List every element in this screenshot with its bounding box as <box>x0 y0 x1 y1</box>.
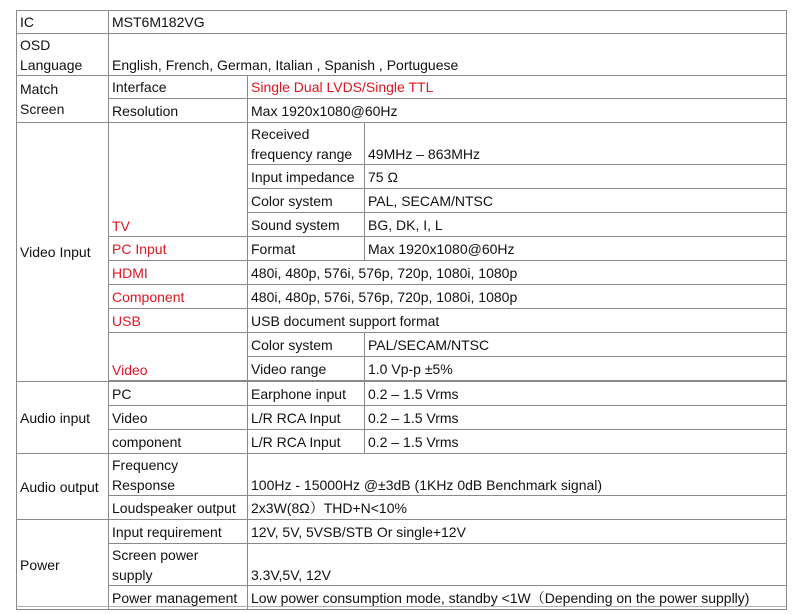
audio-in-video-row <box>17 406 787 430</box>
power-screen-row <box>17 544 787 586</box>
match-resolution-row <box>17 99 787 123</box>
osd-value: English, French, German, Italian , Spanish , Portuguese <box>109 34 787 76</box>
usb-label: USB <box>109 309 248 333</box>
component-value: 480i, 480p, 576i, 576p, 720p, 1080i, 1080p <box>248 285 787 309</box>
audio-in-value-video: 0.2 – 1.5 Vrms <box>365 406 787 430</box>
hdmi-value: 480i, 480p, 576i, 576p, 720p, 1080i, 1080p <box>248 261 787 285</box>
loudspeaker-value: 2x3W(8Ω）THD+N<10% <box>248 496 787 520</box>
audio-in-value-component: 0.2 – 1.5 Vrms <box>365 430 787 454</box>
received-freq-label <box>248 123 365 165</box>
format-value: Max 1920x1080@60Hz <box>365 237 787 261</box>
frequency-line2: Response <box>112 477 176 493</box>
audio-in-type-video: L/R RCA Input <box>248 406 365 430</box>
resolution-label: Resolution <box>109 99 248 123</box>
impedance-label: Input impedance <box>248 165 365 189</box>
video-color-label: Color system <box>248 333 365 357</box>
tv-received-row <box>17 123 787 165</box>
frequency-line1: Frequency <box>112 457 179 473</box>
tv-color-value: PAL, SECAM/NTSC <box>365 189 787 213</box>
osd-label-line1: OSD <box>20 37 51 53</box>
audio-in-component-row <box>17 430 787 454</box>
input-req-label: Input requirement <box>109 520 248 544</box>
ic-value: MST6M182VG <box>109 11 787 34</box>
match-label-line1: Match <box>20 81 59 97</box>
loudspeaker-label: Loudspeaker output <box>109 496 248 520</box>
power-input-row <box>17 520 787 544</box>
component-row <box>17 285 787 309</box>
resolution-value: Max 1920x1080@60Hz <box>248 99 787 123</box>
pc-input-row <box>17 237 787 261</box>
frequency-label <box>109 454 248 496</box>
power-label: Power <box>17 520 109 610</box>
audio-in-type-component: L/R RCA Input <box>248 430 365 454</box>
osd-label-line2: Language <box>20 57 83 73</box>
spec-table <box>16 10 787 610</box>
hdmi-label: HDMI <box>109 261 248 285</box>
usb-value: USB document support format <box>248 309 787 333</box>
audio-in-value-pc: 0.2 – 1.5 Vrms <box>365 382 787 406</box>
received-freq-line1: Received <box>251 126 310 142</box>
impedance-value: 75 Ω <box>365 165 787 189</box>
video-input-label: Video Input <box>17 123 109 382</box>
video-color-row <box>17 333 787 357</box>
match-interface-row <box>17 76 787 99</box>
match-screen-label <box>17 76 109 123</box>
input-req-value: 12V, 5V, 5VSB/STB Or single+12V <box>248 520 787 544</box>
audio-out-frequency-row <box>17 454 787 496</box>
audio-in-source-video: Video <box>109 406 248 430</box>
audio-input-label: Audio input <box>17 382 109 454</box>
interface-value: Single Dual LVDS/Single TTL <box>248 76 787 99</box>
video-range-label: Video range <box>248 357 365 381</box>
ic-label: IC <box>17 11 109 34</box>
interface-label: Interface <box>109 76 248 99</box>
sound-value: BG, DK, I, L <box>365 213 787 237</box>
format-label: Format <box>248 237 365 261</box>
screen-power-value: 3.3V,5V, 12V <box>248 544 787 586</box>
pc-input-label: PC Input <box>109 237 248 261</box>
audio-in-source-component: component <box>109 430 248 454</box>
received-freq-value: 49MHz – 863MHz <box>365 123 787 165</box>
video-label: Video <box>109 333 248 381</box>
osd-label <box>17 34 109 76</box>
screen-power-label <box>109 544 248 586</box>
tv-color-label: Color system <box>248 189 365 213</box>
audio-in-source-pc: PC <box>109 382 248 406</box>
audio-in-type-pc: Earphone input <box>248 382 365 406</box>
sound-label: Sound system <box>248 213 365 237</box>
video-range-value: 1.0 Vp-p ±5% <box>365 357 787 381</box>
power-mgmt-label: Power management <box>109 586 248 610</box>
hdmi-row <box>17 261 787 285</box>
received-freq-line2: frequency range <box>251 146 353 162</box>
ic-row <box>17 11 787 34</box>
match-label-line2: Screen <box>20 101 65 117</box>
power-mgmt-value: Low power consumption mode, standby <1W（Depending on the power supplly) <box>248 586 787 610</box>
tv-label: TV <box>109 123 248 237</box>
audio-out-loudspeaker-row <box>17 496 787 520</box>
screen-power-line1: Screen power <box>112 547 199 563</box>
bottom-divider <box>16 606 786 607</box>
audio-in-pc-row <box>17 382 787 406</box>
component-label: Component <box>109 285 248 309</box>
osd-row <box>17 34 787 76</box>
screen-power-line2: supply <box>112 567 153 583</box>
frequency-value: 100Hz - 15000Hz @±3dB (1KHz 0dB Benchmark signal) <box>248 454 787 496</box>
audio-output-label: Audio output <box>17 454 109 520</box>
video-color-value: PAL/SECAM/NTSC <box>365 333 787 357</box>
usb-row <box>17 309 787 333</box>
